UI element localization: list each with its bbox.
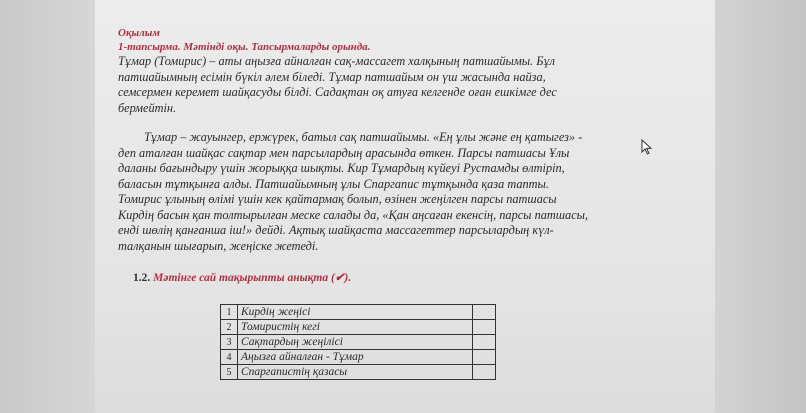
row-title: Сақтардың жеңілісі — [238, 335, 473, 350]
answer-cell[interactable] — [473, 320, 496, 335]
answer-cell[interactable] — [473, 305, 496, 320]
answer-cell[interactable] — [473, 335, 496, 350]
paragraph-2 — [118, 130, 638, 254]
paragraph-1 — [118, 54, 623, 116]
row-number: 5 — [221, 365, 238, 380]
row-title: Томиристің кегі — [238, 320, 473, 335]
paragraph-line: Томирис ұлының өлімі үшін кек қайтармақ болып, өзінен жеңілген парсы патшасы — [118, 192, 557, 206]
row-title: Аңызға айналған - Тұмар — [238, 350, 473, 365]
paragraph-line: баласын тұтқынға алды. Патшайымның ұлы Спаргапис тұтқында қаза тапты. — [118, 176, 549, 191]
row-number: 4 — [221, 350, 238, 365]
answer-cell[interactable] — [473, 350, 496, 365]
subtask-heading — [133, 270, 351, 284]
subtask-text: Мәтінге сай тақырыпты анықта (✔). — [153, 272, 352, 284]
row-number: 3 — [221, 335, 238, 350]
row-number: 2 — [221, 320, 238, 335]
table-row — [221, 365, 496, 380]
answer-cell[interactable] — [473, 365, 496, 380]
table-row — [221, 335, 496, 350]
section-heading: Оқылым — [118, 27, 160, 39]
background-right — [715, 0, 806, 413]
paragraph-line: деп аталған шайқас сақтар мен парсылардың арасында өткен. Парсы патшасы Ұлы — [118, 145, 570, 160]
paragraph-line: Тұмар (Томирис) – аты аңызға айналған сақ-массагет халқының патшайымы. Бұл — [118, 54, 555, 68]
paragraph-line: бермейтін. — [118, 100, 177, 115]
paragraph-line: талқанын шығарып, жеңіске жетеді. — [118, 238, 319, 253]
subtask-number: 1.2. — [133, 272, 151, 284]
paragraph-line: Тұмар – жауынгер, ержүрек, батыл сақ патшайымы. «Ең ұлы және ең қатыгез» - — [144, 130, 583, 144]
task-heading: 1-тапсырма. Мәтінді оқы. Тапсырмаларды орында. — [118, 41, 371, 53]
row-number: 1 — [221, 305, 238, 320]
paragraph-line: семсермен керемет шайқасуды білді. Садақтан оқ атуға келгенде оған ешкімге дес — [118, 85, 557, 99]
paragraph-line: патшайымның есімін бүкіл әлем біледі. Тұмар патшайым он үш жасында найза, — [118, 69, 546, 84]
background-left — [0, 0, 95, 413]
table-row — [221, 350, 496, 365]
table-row — [221, 320, 496, 335]
paragraph-line: Кирдің басын қан толтырылған меске салады да, «Қан аңсаған екенсің, парсы патшасы, — [118, 207, 589, 222]
paragraph-line: даланы бағындыру үшін жорыққа шықты. Кир Тұмардың күйеуі Рустамды өлтіріп, — [118, 161, 565, 175]
row-title: Кирдің жеңісі — [238, 305, 473, 320]
paragraph-line: енді шөлің қанғанша іш!» дейді. Ақтық шайқаста массагеттер парсылардың күл- — [118, 223, 554, 237]
table-row — [221, 305, 496, 320]
row-title: Спаргапистің қазасы — [238, 365, 473, 380]
mouse-pointer-icon — [641, 139, 653, 155]
topics-table — [220, 304, 496, 380]
